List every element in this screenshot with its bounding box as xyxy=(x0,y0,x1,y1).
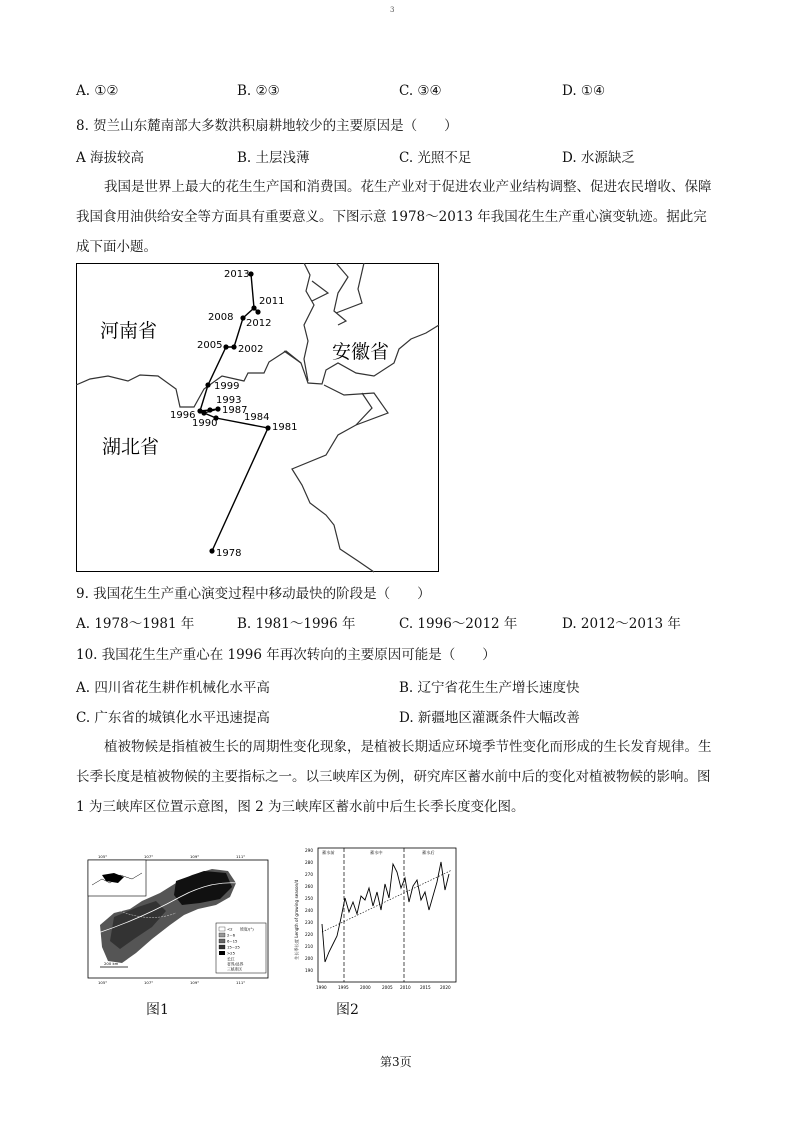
fig1-legend-1: <2 xyxy=(227,926,233,932)
fig2-phase-during: 蓄水中 xyxy=(370,850,383,855)
q10-option-b: B. 辽宁省花生生产增长速度快 xyxy=(399,680,580,696)
year-1990: 1990 xyxy=(192,418,218,429)
fig2-ytick-8: 210 xyxy=(305,944,313,949)
fig2-xtick-0: 1990 xyxy=(316,985,327,990)
fig2-ytick-9: 200 xyxy=(305,956,313,961)
fig2-ytick-2: 270 xyxy=(305,872,313,877)
label-hubei: 湖北省 xyxy=(102,436,160,458)
label-henan: 河南省 xyxy=(100,320,158,342)
fig1-lon-b1: 105° xyxy=(98,980,108,985)
q7-option-c: C. ③④ xyxy=(399,83,442,99)
intro-peanut: 我国是世界上最大的花生生产国和消费国。花生产业对于促进农业产业结构调整、促进农民增收、保障我国食用油供给安全等方面具有重要意义。下图示意 1978～2013 年我国花生生产重心演变轨迹。据此完成下面小题。 xyxy=(76,179,712,255)
year-1984: 1984 xyxy=(244,412,270,423)
fig1-lon-1: 105° xyxy=(98,854,108,859)
q9-stem: 9. 我国花生生产重心演变过程中移动最快的阶段是（ ） xyxy=(76,586,431,602)
fig1-lon-3: 109° xyxy=(190,854,200,859)
fig1-lon-b4: 111° xyxy=(236,980,246,985)
fig2-xtick-6: 2020 xyxy=(440,985,451,990)
fig2-ytick-10: 190 xyxy=(305,968,313,973)
q7-option-a: A. ①② xyxy=(76,83,119,99)
year-2013: 2013 xyxy=(224,269,250,280)
fig1-lon-4: 111° xyxy=(236,854,246,859)
label-anhui: 安徽省 xyxy=(332,341,390,363)
fig2-phase-after: 蓄水后 xyxy=(422,850,435,855)
fig1-scale-label: 200 km xyxy=(104,961,119,966)
fig2-caption: 图2 xyxy=(336,1002,359,1018)
fig2-xtick-4: 2010 xyxy=(400,985,411,990)
year-1978: 1978 xyxy=(216,548,242,559)
fig1-legend-3: 6~15 xyxy=(227,938,238,944)
fig2-ytick-3: 260 xyxy=(305,884,313,889)
year-1996: 1996 xyxy=(170,410,196,421)
q8-option-b: B. 土层浅薄 xyxy=(237,150,310,166)
q10-stem: 10. 我国花生生产重心在 1996 年再次转向的主要原因可能是（ ） xyxy=(76,647,496,663)
q7-option-d: D. ①④ xyxy=(562,83,606,99)
q10-option-a: A. 四川省花生耕作机械化水平高 xyxy=(76,680,270,696)
fig2-xtick-1: 1995 xyxy=(338,985,349,990)
q10-option-c: C. 广东省的城镇化水平迅速提高 xyxy=(76,710,270,726)
fig2-chart xyxy=(292,840,462,992)
q8-option-a: A 海拔较高 xyxy=(76,150,145,166)
fig1-lon-b3: 109° xyxy=(190,980,200,985)
year-2002: 2002 xyxy=(238,344,264,355)
q9-option-b: B. 1981～1996 年 xyxy=(237,616,356,632)
fig2-ytick-1: 280 xyxy=(305,860,313,865)
q9-option-d: D. 2012～2013 年 xyxy=(562,616,681,632)
fig1-legend-2: 2~6 xyxy=(227,932,236,938)
q8-stem: 8. 贺兰山东麓南部大多数洪积扇耕地较少的主要原因是（ ） xyxy=(76,118,458,134)
fig1-legend-title: 坡度/(°) xyxy=(240,926,254,932)
year-2011: 2011 xyxy=(259,296,285,307)
intro-vegetation: 植被物候是指植被生长的周期性变化现象，是植被长期适应环境季节性变化而形成的生长发育规律。生长季长度是植被物候的主要指标之一。以三峡库区为例，研究库区蓄水前中后的变化对植被物候的影响。图 1 为三峡库区位置示意图，图 2 为三峡库区蓄水前中后生长季长度变化图。 xyxy=(76,739,712,815)
year-2008: 2008 xyxy=(208,312,234,323)
fig2-ytick-7: 220 xyxy=(305,932,313,937)
fig2-ytick-4: 250 xyxy=(305,896,313,901)
q9-option-a: A. 1978～1981 年 xyxy=(76,616,195,632)
fig2-ytick-6: 230 xyxy=(305,920,313,925)
fig1-legend-6: 长江 xyxy=(227,956,235,962)
year-1999: 1999 xyxy=(214,381,240,392)
fig1-legend-4: 15~25 xyxy=(227,944,240,950)
fig1-lon-b2: 107° xyxy=(144,980,154,985)
q8-option-c: C. 光照不足 xyxy=(399,150,472,166)
year-1981: 1981 xyxy=(272,422,298,433)
fig2-ytick-5: 240 xyxy=(305,908,313,913)
q9-option-c: C. 1996～2012 年 xyxy=(399,616,518,632)
fig1-map xyxy=(80,853,274,985)
fig1-legend-8: 三峡库区 xyxy=(227,966,243,972)
q7-option-b: B. ②③ xyxy=(237,83,280,99)
year-2012: 2012 xyxy=(246,318,272,329)
q8-option-d: D. 水源缺乏 xyxy=(562,150,635,166)
fig2-ytick-0: 290 xyxy=(305,848,313,853)
fig2-xtick-3: 2005 xyxy=(382,985,393,990)
fig1-legend-7: 省界/县界 xyxy=(227,961,244,967)
fig1-caption: 图1 xyxy=(146,1002,169,1018)
fig2-phase-before: 蓄水前 xyxy=(322,850,335,855)
page-footer: 第3页 xyxy=(380,1055,412,1069)
year-1987: 1987 xyxy=(222,405,248,416)
q10-option-d: D. 新疆地区灌溉条件大幅改善 xyxy=(399,710,580,726)
year-2005: 2005 xyxy=(197,340,223,351)
page-top-number: 3 xyxy=(390,6,395,14)
fig1-lon-2: 107° xyxy=(144,854,154,859)
peanut-centroid-map xyxy=(76,263,440,573)
year-1993: 1993 xyxy=(216,395,242,406)
fig1-legend-5: >25 xyxy=(227,950,236,956)
fig2-xtick-5: 2015 xyxy=(420,985,431,990)
fig2-xtick-2: 2000 xyxy=(360,985,371,990)
fig2-ylabel: 生长季长度 Length of growing season/d xyxy=(294,879,299,960)
